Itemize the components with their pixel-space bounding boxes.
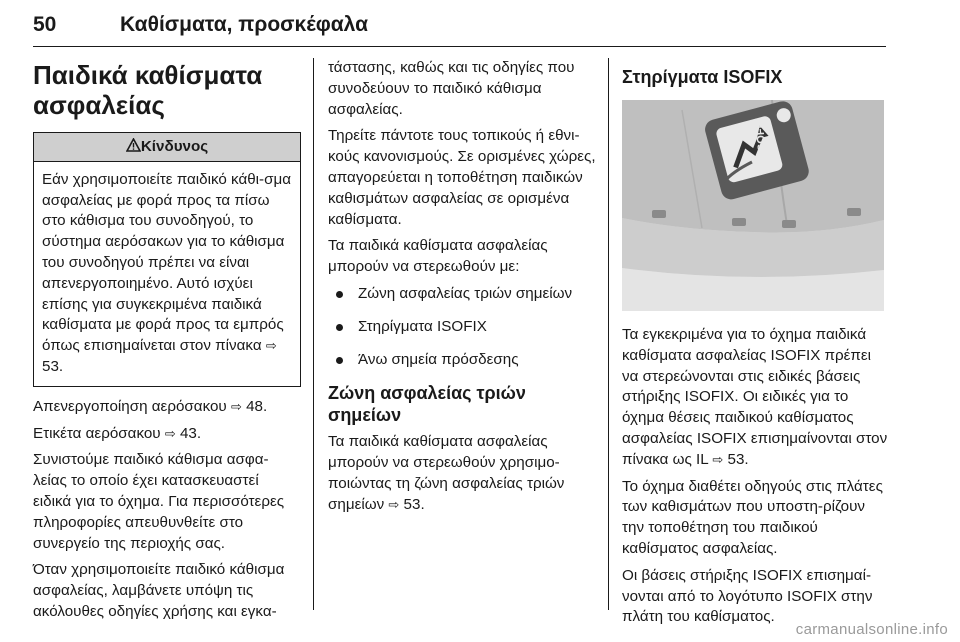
warning-page-ref[interactable]: 53. <box>42 357 64 375</box>
page-ref-arrow-icon: ⇨ <box>265 338 277 354</box>
list-item: Άνω σημεία πρόσδεσης <box>328 350 598 371</box>
watermark: carmanualsonline.info <box>795 621 948 638</box>
isofix-seat-photo <box>622 100 884 311</box>
column-2 <box>328 58 598 522</box>
airbag-label-ref: Ετικέτα αερόσακου ⇨ 43. <box>33 424 202 442</box>
section-title: Καθίσματα, προσκέφαλα <box>120 13 368 36</box>
paragraph: Τα εγκεκριμένα για το όχημα παιδικά καθίσματα ασφαλείας ISOFIX πρέπει να στερεώνονται στις ειδικές βάσεις στήριξης ISOFIX. Οι ειδικές για το όχημα θέσεις παιδικού καθίσματος ασφαλείας ISOFIX επισημαίνονται στον πίνακα ως IL ⇨ 53. <box>622 326 888 468</box>
isofix-tag-label: ISOFIX <box>753 117 769 155</box>
column-divider-1 <box>313 58 314 610</box>
page-title: Παιδικά καθίσματα ασφαλείας <box>33 60 263 120</box>
list-item: Στηρίγματα ISOFIX <box>328 317 598 338</box>
page-header <box>33 4 886 47</box>
paragraph: Τηρείτε πάντοτε τους τοπικούς ή εθνι-κούς κανονισμούς. Σε ορισμένες χώρες, απαγορεύεται η τοποθέτηση παιδικών καθισμάτων ασφαλείας σε ορισμένα καθίσματα. <box>328 127 596 228</box>
page-ref-arrow-icon: ⇨ <box>230 398 242 414</box>
attachment-methods-list <box>328 284 598 370</box>
column-1 <box>33 60 301 629</box>
page-ref-arrow-icon: ⇨ <box>712 451 724 467</box>
warning-box <box>33 132 301 387</box>
section-heading: Ζώνη ασφαλείας τριών σημείων <box>328 383 526 426</box>
airbag-deactivation-ref: Απενεργοποίηση αερόσακου ⇨ 48. <box>33 397 268 415</box>
warning-heading: Κίνδυνος <box>34 133 300 162</box>
paragraph: Όταν χρησιμοποιείτε παιδικό κάθισμα ασφαλείας, λαμβάνετε υπόψη τις ακόλουθες οδηγίες χρήσης και εγκα- <box>33 561 285 620</box>
paragraph: Οι βάσεις στήριξης ISOFIX επισημαί-νονται από το λογότυπο ISOFIX στην πλάτη του καθίσματος. <box>622 566 873 626</box>
paragraph: τάστασης, καθώς και τις οδηγίες που συνοδεύουν το παιδικό κάθισμα ασφαλείας. <box>328 59 575 118</box>
column-divider-2 <box>608 58 609 610</box>
paragraph: Τα παιδικά καθίσματα ασφαλείας μπορούν να στερεωθούν χρησιμο-ποιώντας τη ζώνη ασφαλείας τριών σημείων ⇨ 53. <box>328 433 565 513</box>
section-heading: Στηρίγματα ISOFIX <box>622 67 783 87</box>
page-number: 50 <box>33 13 57 36</box>
page-ref-arrow-icon: ⇨ <box>164 425 176 441</box>
paragraph: Συνιστούμε παιδικό κάθισμα ασφα-λείας το οποίο έχει κατασκευαστεί ειδικά για το όχημα. Για περισσότερες πληροφορίες απευθυνθείτε στο συνεργείο της περιοχής σας. <box>33 451 285 552</box>
list-item: Ζώνη ασφαλείας τριών σημείων <box>328 284 598 305</box>
warning-triangle-icon <box>126 138 141 152</box>
paragraph: Τα παιδικά καθίσματα ασφαλείας μπορούν να στερεωθούν με: <box>328 237 548 276</box>
page-ref-arrow-icon: ⇨ <box>388 496 400 512</box>
column-3 <box>622 66 888 634</box>
warning-body: Εάν χρησιμοποιείτε παιδικό κάθι-σμα ασφαλείας με φορά προς τα πίσω στο κάθισμα του συνοδηγού, το σύστημα αερόσακων για το κάθισμα του συνοδηγού πρέπει να είναι απενεργοποιημένο. Αυτό ισχύει επίσης για συγκεκριμένα παιδικά καθίσματα με φορά προς τα εμπρός όπως επισημαίνεται στον πίνακα ⇨ 53. <box>42 170 292 375</box>
paragraph: Το όχημα διαθέτει οδηγούς στις πλάτες των καθισμάτων που υποστη-ρίζουν την τοποθέτηση του παιδικού καθίσματος ασφαλείας. <box>622 477 883 557</box>
